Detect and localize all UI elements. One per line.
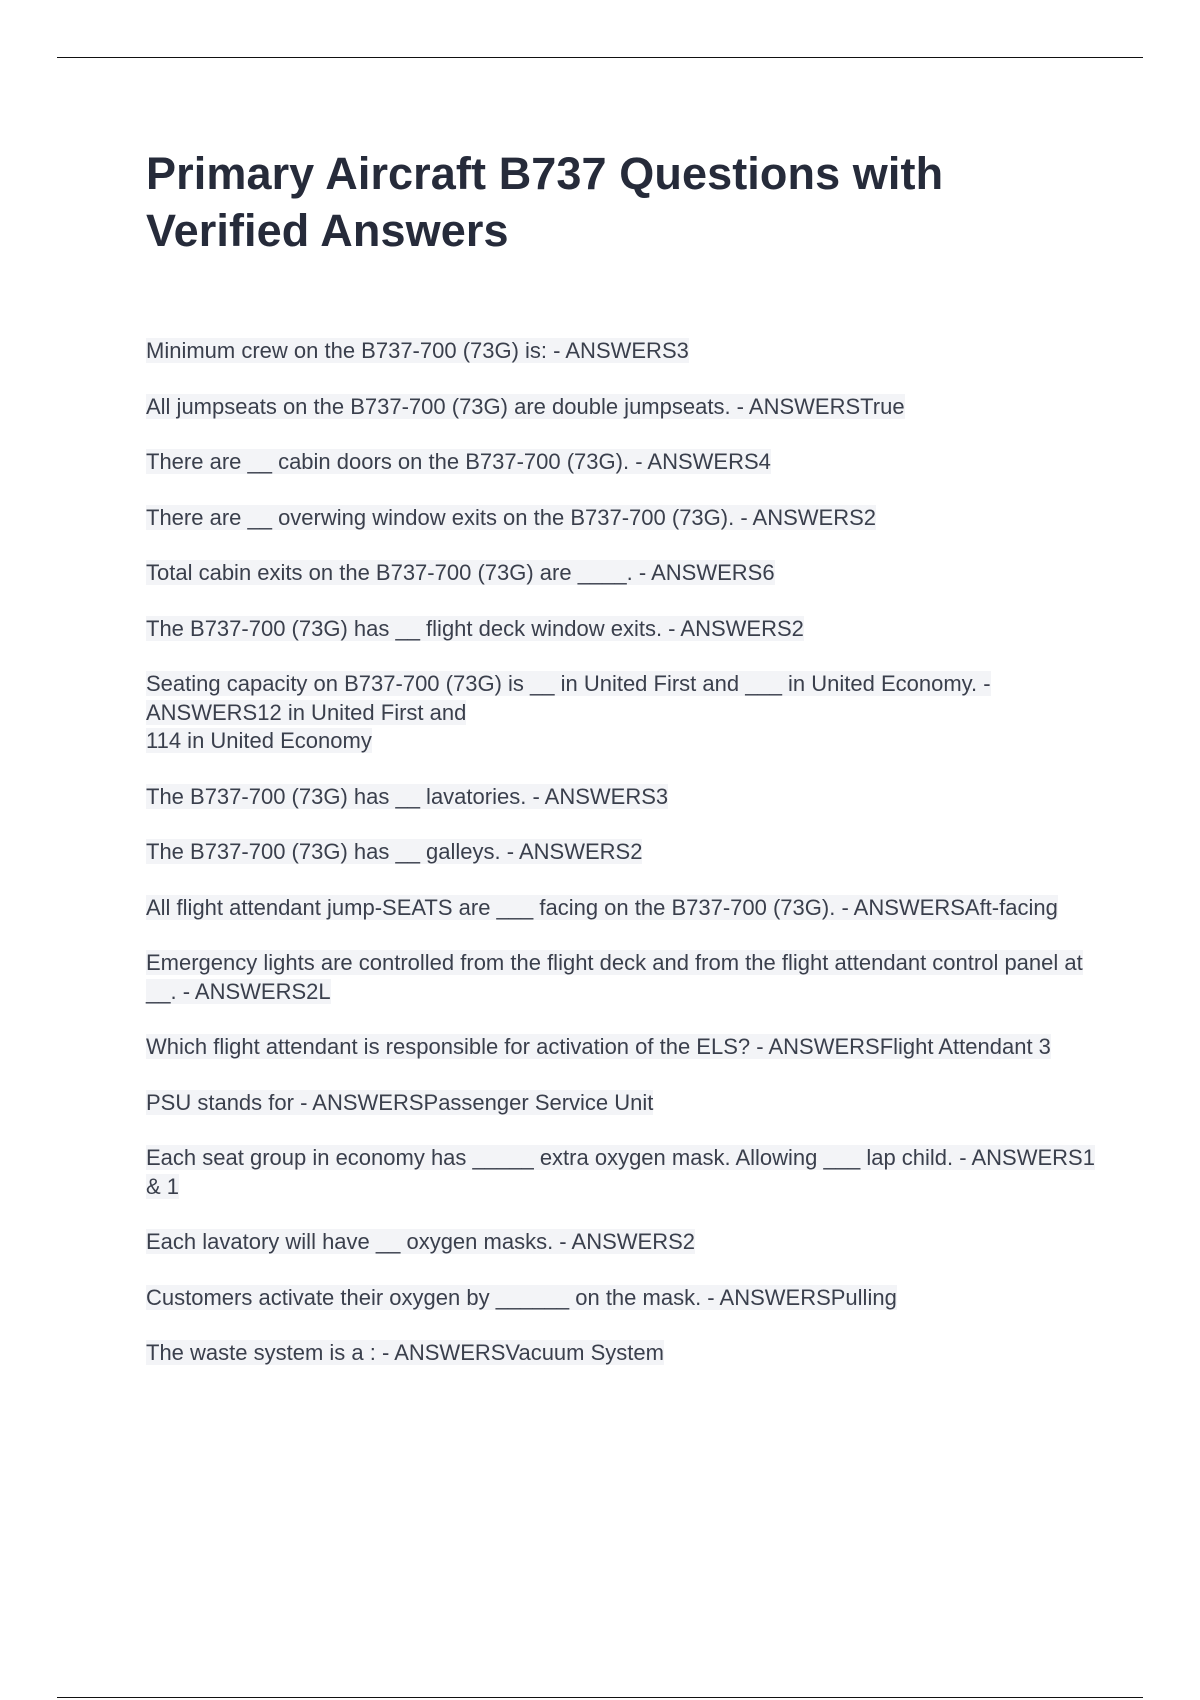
qa-item: The B737-700 (73G) has __ lavatories. - ANSWERS3 — [146, 783, 669, 809]
qa-item: The waste system is a : - ANSWERSVacuum System — [146, 1340, 664, 1365]
qa-item: All flight attendant jump-SEATS are ___ facing on the B737-700 (73G). - ANSWERSAft-facing — [146, 894, 1058, 920]
qa-item: Each lavatory will have __ oxygen masks. - ANSWERS2 — [146, 1229, 696, 1254]
qa-item: Minimum crew on the B737-700 (73G) is: - ANSWERS3 — [146, 338, 689, 363]
qa-item: The B737-700 (73G) has __ flight deck window exits. - ANSWERS2 — [146, 615, 804, 641]
qa-item: Each seat group in economy has _____ extra oxygen mask. Allowing ___ lap child. - ANSWERS1 & 1 — [146, 1145, 1095, 1199]
qa-item: All jumpseats on the B737-700 (73G) are double jumpseats. - ANSWERSTrue — [146, 393, 905, 419]
qa-item: Seating capacity on B737-700 (73G) is __ in United First and ___ in United Economy. - ANSWERS12 in United First and 114 in United Economy — [146, 671, 991, 753]
document-title: Primary Aircraft B737 Questions with Verified Answers — [146, 148, 944, 256]
top-divider — [57, 57, 1143, 58]
qa-item: The B737-700 (73G) has __ galleys. - ANSWERS2 — [146, 839, 643, 864]
qa-item: Which flight attendant is responsible for activation of the ELS? - ANSWERSFlight Attendant 3 — [146, 1034, 1051, 1059]
qa-item: PSU stands for - ANSWERSPassenger Service Unit — [146, 1089, 654, 1115]
qa-item: Total cabin exits on the B737-700 (73G) are ____. - ANSWERS6 — [146, 560, 775, 585]
qa-item: There are __ overwing window exits on the B737-700 (73G). - ANSWERS2 — [146, 504, 877, 530]
qa-item: Emergency lights are controlled from the flight deck and from the flight attendant control panel at __. - ANSWERS2L — [146, 950, 1083, 1004]
qa-list — [146, 337, 1096, 1395]
qa-item: Customers activate their oxygen by ______ on the mask. - ANSWERSPulling — [146, 1284, 897, 1310]
qa-item: There are __ cabin doors on the B737-700 (73G). - ANSWERS4 — [146, 449, 771, 474]
bottom-divider — [57, 1697, 1143, 1698]
